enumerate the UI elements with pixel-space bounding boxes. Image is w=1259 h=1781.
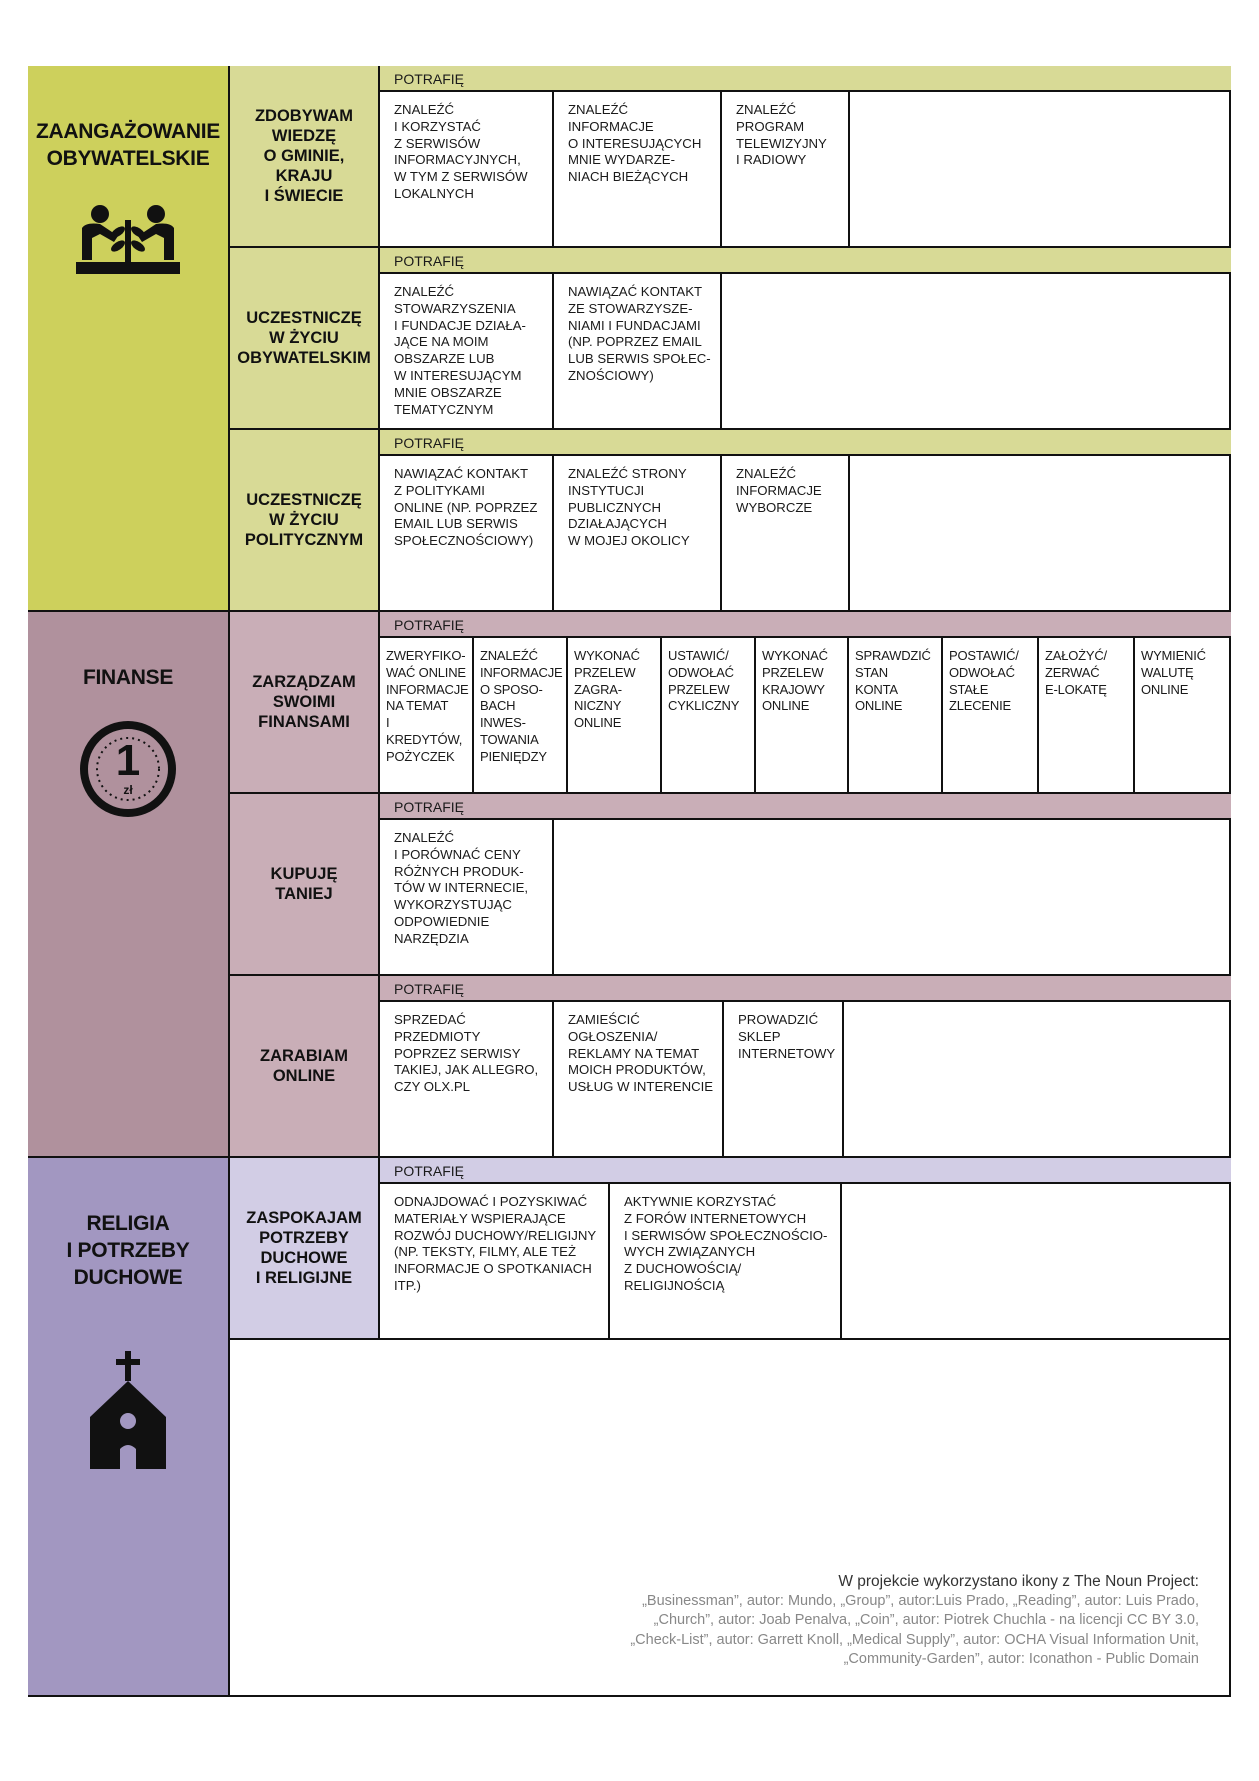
skill-cell: ZNALEŹĆ INFORMACJE O INTERESUJĄCYCH MNIE WYDARZE- NIACH BIEŻĄCYCH bbox=[554, 92, 722, 246]
skill-cell: ODNAJDOWAĆ I POZYSKIWAĆ MATERIAŁY WSPIERAJĄCE ROZWÓJ DUCHOWY/RELIGIJNY (NP. TEKSTY, FILMY, ALE TEŻ INFORMACJE O SPOTKANIACH ITP.) bbox=[380, 1184, 610, 1338]
skill-cell: ZNALEŹĆ INFORMACJE O SPOSO- BACH INWES- TOWANIA PIENIĘDZY bbox=[474, 638, 568, 792]
skill-cell: NAWIĄZAĆ KONTAKT ZE STOWARZYSZE- NIAMI I FUNDACJAMI (NP. POPRZEZ EMAIL LUB SERWIS SPOŁEC- ZNOŚCIOWY) bbox=[554, 274, 722, 428]
category-title: ZAANGAŻOWANIE OBYWATELSKIE bbox=[36, 120, 220, 170]
category-civic bbox=[28, 66, 230, 612]
coin-value: 1 bbox=[115, 736, 141, 785]
potrafie-header: POTRAFIĘ bbox=[380, 794, 1231, 820]
skills-row bbox=[380, 1002, 1231, 1158]
skill-cell: ZAŁOŻYĆ/ ZERWAĆ E-LOKATĘ bbox=[1039, 638, 1135, 792]
community-garden-icon bbox=[72, 202, 184, 283]
subcategory-text: ZASPOKAJAM POTRZEBY DUCHOWE I RELIGIJNE bbox=[246, 1209, 362, 1287]
skills-row bbox=[380, 456, 1231, 612]
credits-line: „Check-List”, autor: Garrett Knoll, „Medical Supply”, autor: OCHA Visual Information Unit, bbox=[630, 1631, 1199, 1648]
skill-cell: PROWADZIĆ SKLEP INTERNETOWY bbox=[724, 1002, 844, 1156]
skills-row bbox=[380, 274, 1231, 430]
skill-cell: ZWERYFIKO- WAĆ ONLINE INFORMACJE NA TEMAT I KREDYTÓW, POŻYCZEK bbox=[380, 638, 474, 792]
skill-cell: ZNALEŹĆ I PORÓWNAĆ CENY RÓŻNYCH PRODUK- TÓW W INTERNECIE, WYKORZYSTUJĄC ODPOWIEDNIE NARZĘDZIA bbox=[380, 820, 554, 974]
category-religion bbox=[28, 1158, 230, 1697]
category-finance bbox=[28, 612, 230, 1158]
credits-heading: W projekcie wykorzystano ikony z The Noun Project: bbox=[838, 1573, 1199, 1590]
category-title: RELIGIA I POTRZEBY DUCHOWE bbox=[66, 1212, 190, 1289]
skill-cell: ZNALEŹĆ INFORMACJE WYBORCZE bbox=[722, 456, 850, 610]
skill-cell: ZAMIEŚCIĆ OGŁOSZENIA/ REKLAMY NA TEMAT MOICH PRODUKTÓW, USŁUG W INTERENCIE bbox=[554, 1002, 724, 1156]
potrafie-header: POTRAFIĘ bbox=[380, 66, 1231, 92]
skill-cell: USTAWIĆ/ ODWOŁAĆ PRZELEW CYKLICZNY bbox=[662, 638, 756, 792]
subcategory-text: UCZESTNICZĘ W ŻYCIU POLITYCZNYM bbox=[244, 491, 364, 549]
potrafie-header: POTRAFIĘ bbox=[380, 430, 1231, 456]
credits-line: „Businessman”, autor: Mundo, „Group”, autor:Luis Prado, „Reading”, autor: Luis Prado, bbox=[642, 1592, 1199, 1609]
skills-row bbox=[380, 820, 1231, 976]
coin-icon bbox=[80, 721, 176, 817]
potrafie-header: POTRAFIĘ bbox=[380, 612, 1231, 638]
subcategory-text: KUPUJĘ TANIEJ bbox=[270, 865, 338, 903]
skills-row bbox=[380, 1184, 1231, 1340]
credits-line: „Church”, autor: Joab Penalva, „Coin”, autor: Piotrek Chuchla - na licencji CC BY 3.0, bbox=[653, 1612, 1199, 1628]
subcategory-label bbox=[230, 612, 380, 794]
subcategory-text: UCZESTNICZĘ W ŻYCIU OBYWATELSKIM bbox=[237, 309, 371, 367]
subcategory-text: ZDOBYWAM WIEDZĘ O GMINIE, KRAJU I ŚWIECIE bbox=[254, 107, 354, 205]
skill-cell: POSTAWIĆ/ ODWOŁAĆ STAŁE ZLECENIE bbox=[943, 638, 1039, 792]
skill-cell: ZNALEŹĆ I KORZYSTAĆ Z SERWISÓW INFORMACYJNYCH, W TYM Z SERWISÓW LOKALNYCH bbox=[380, 92, 554, 246]
skill-cell: WYMIENIĆ WALUTĘ ONLINE bbox=[1141, 648, 1206, 697]
subcategory-label bbox=[230, 1158, 380, 1340]
skill-cell: ZNALEŹĆ STRONY INSTYTUCJI PUBLICZNYCH DZIAŁAJĄCYCH W MOJEJ OKOLICY bbox=[554, 456, 722, 610]
subcategory-label bbox=[230, 976, 380, 1158]
subcategory-label bbox=[230, 430, 380, 612]
potrafie-header: POTRAFIĘ bbox=[380, 1158, 1231, 1184]
category-title: FINANSE bbox=[82, 666, 174, 689]
skill-cell: ZNALEŹĆ PROGRAM TELEWIZYJNY I RADIOWY bbox=[722, 92, 850, 246]
subcategory-label bbox=[230, 794, 380, 976]
subcategory-text: ZARABIAM ONLINE bbox=[260, 1047, 348, 1085]
potrafie-header: POTRAFIĘ bbox=[380, 248, 1231, 274]
skill-cell: SPRZEDAĆ PRZEDMIOTY POPRZEZ SERWISY TAKIEJ, JAK ALLEGRO, CZY OLX.PL bbox=[380, 1002, 554, 1156]
skills-row bbox=[380, 92, 1231, 248]
potrafie-header: POTRAFIĘ bbox=[380, 976, 1231, 1002]
subcategory-label bbox=[230, 66, 380, 248]
skills-row bbox=[380, 638, 1231, 794]
skill-cell: ZNALEŹĆ STOWARZYSZENIA I FUNDACJE DZIAŁA- JĄCE NA MOIM OBSZARZE LUB W INTERESUJĄCYM MNIE OBSZARZE TEMATYCZNYM bbox=[380, 274, 554, 428]
icon-credits bbox=[499, 1572, 1199, 1670]
skill-cell: NAWIĄZAĆ KONTAKT Z POLITYKAMI ONLINE (NP. POPRZEZ EMAIL LUB SERWIS SPOŁECZNOŚCIOWY) bbox=[380, 456, 554, 610]
skill-cell: AKTYWNIE KORZYSTAĆ Z FORÓW INTERNETOWYCH I SERWISÓW SPOŁECZNOŚCIO- WYCH ZWIĄZANYCH Z DUCHOWOŚCIĄ/ RELIGIJNOŚCIĄ bbox=[610, 1184, 842, 1338]
skill-cell: SPRAWDZIĆ STAN KONTA ONLINE bbox=[849, 638, 943, 792]
skill-cell: WYKONAĆ PRZELEW ZAGRA- NICZNY ONLINE bbox=[568, 638, 662, 792]
subcategory-label bbox=[230, 248, 380, 430]
subcategory-text: ZARZĄDZAM SWOIMI FINANSAMI bbox=[252, 673, 356, 731]
coin-unit: zł bbox=[123, 783, 133, 797]
credits-line: „Community-Garden”, autor: Iconathon - Public Domain bbox=[843, 1651, 1199, 1667]
skill-cell: WYKONAĆ PRZELEW KRAJOWY ONLINE bbox=[756, 638, 849, 792]
church-icon bbox=[88, 1351, 168, 1474]
